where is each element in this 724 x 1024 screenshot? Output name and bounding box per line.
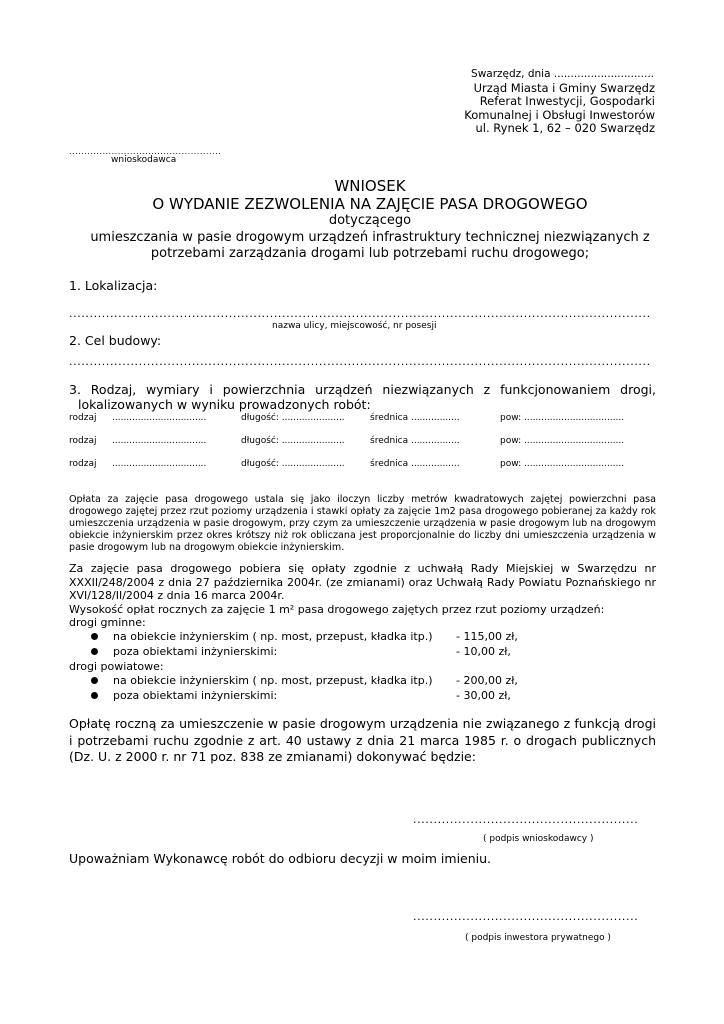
bullet-icon: [91, 633, 98, 640]
fee-item: [69, 689, 656, 704]
fee-rates: [69, 562, 656, 704]
investor-signature-line[interactable]: .......................................................: [413, 910, 639, 923]
authorization-statement: Upoważniam Wykonawcę robót do odbioru decyzji w moim imieniu.: [69, 851, 492, 866]
title-line-4: umieszczania w pasie drogowym urządzeń infrastruktury technicznej niezwiązanych z: [90, 229, 650, 245]
payment-declaration: Opłatę roczną za umieszczenie w pasie drogowym urządzenia nie związanego z funkcją drogi i potrzebami ruchu zgodnie z art. 40 ustawy z dnia 21 marca 1985 r. o drogach publicznych (Dz. U. z 2000 r. nr 71 poz. 838 ze zmianami) dokonywać będzie:: [69, 716, 656, 764]
fee-item: [69, 630, 656, 645]
office-department: Referat Inwestycji, Gospodarki: [479, 94, 655, 109]
section-1-label: 1. Lokalizacja:: [69, 278, 158, 293]
area-field[interactable]: pow: ...................................: [500, 459, 625, 469]
row-label: rodzaj: [69, 436, 97, 446]
applicant-signature-line[interactable]: .......................................................: [413, 813, 639, 826]
device-row: [69, 436, 669, 459]
section-2-label: 2. Cel budowy:: [69, 333, 162, 348]
applicant-signature-caption: ( podpis wnioskodawcy ): [483, 834, 594, 844]
type-field[interactable]: .................................: [112, 413, 207, 423]
applicant-label: wnioskodawca: [111, 155, 177, 165]
fee-item: [69, 674, 656, 689]
diameter-field[interactable]: średnica .................: [370, 413, 460, 423]
fee-item-amount: - 115,00 zł,: [456, 629, 518, 643]
recipient-header: [355, 68, 655, 136]
section-3-heading: [69, 382, 656, 412]
fee-item: [69, 645, 656, 660]
office-name: Urząd Miasta i Gminy Swarzędz: [473, 80, 655, 95]
section-3-line-1: 3. Rodzaj, wymiary i powierzchnia urządzeń niezwiązanych z funkcjonowaniem drogi,: [69, 382, 656, 397]
investor-signature-caption: ( podpis inwestora prywatnego ): [465, 933, 611, 943]
bullet-icon: [91, 648, 98, 655]
county-roads-label: drogi powiatowe:: [69, 659, 164, 673]
length-field[interactable]: długość: ......................: [241, 459, 345, 469]
fee-annual-label: Wysokość opłat rocznych za zajęcie 1 m² pasa drogowego zajętych przez rzut poziomy urządzeń:: [69, 602, 605, 616]
title-line-5: potrzebami zarządzania drogami lub potrzebami ruchu drogowego;: [150, 246, 590, 261]
diameter-field[interactable]: średnica .................: [370, 436, 460, 446]
fee-item-amount: - 200,00 zł,: [456, 673, 518, 687]
type-field[interactable]: .................................: [112, 436, 207, 446]
length-field[interactable]: długość: ......................: [241, 436, 345, 446]
device-row: [69, 413, 669, 436]
location-field[interactable]: ..............................................................................................................................................: [69, 307, 651, 320]
applicant-dots: ..................................................: [69, 147, 222, 156]
device-row: [69, 459, 669, 482]
section-3-line-2: lokalizowanych w wyniku prowadzonych robót:: [78, 397, 371, 412]
office-address: ul. Rynek 1, 62 – 020 Swarzędz: [475, 121, 655, 136]
fee-intro: Za zajęcie pasa drogowego pobiera się opłaty zgodnie z uchwałą Rady Miejskiej w Swarzędzu nr XXXII/248/2004 z dnia 27 października 2004r. (ze zmianami) oraz Uchwałą Rady Powiatu Poznańskiego nr XVI/128/II/2004 z dnia 16 marca 2004r.: [69, 562, 656, 603]
area-field[interactable]: pow: ...................................: [500, 436, 625, 446]
purpose-field[interactable]: ..............................................................................................................................................: [69, 355, 651, 368]
bullet-icon: [91, 692, 98, 699]
fee-calculation-note: Opłata za zajęcie pasa drogowego ustala się jako iloczyn liczby metrów kwadratowych zajętej powierzchni pasa drogowego zajętej przez rzut poziomy urządzenia i stawki opłaty za zajęcie 1m2 pasa drogowego pobieranej za każdy rok umieszczenia urządzenia w pasie drogowym, przy czym za umieszczenie urządzenia w pasie drogowym lub na drogowym obiekcie inżynierskim przez okres krótszy niż rok obliczana jest proporcjonalnie do liczby dni umieszczenia urządzenia w pasie drogowym lub na drogowym obiekcie inżynierskim.: [69, 494, 656, 554]
fee-item-text: poza obiektami inżynierskimi:: [113, 688, 278, 702]
municipal-roads-label: drogi gminne:: [69, 616, 146, 630]
row-label: rodzaj: [69, 459, 97, 469]
title-line-2: O WYDANIE ZEZWOLENIA NA ZAJĘCIE PASA DROGOWEGO: [152, 194, 588, 213]
office-department-cont: Komunalnej i Obsługi Inwestorów: [464, 107, 655, 122]
document-title: [50, 178, 690, 263]
area-field[interactable]: pow: ...................................: [500, 413, 625, 423]
fee-item-text: poza obiektami inżynierskimi:: [113, 644, 278, 658]
fee-item-text: na obiekcie inżynierskim ( np. most, przepust, kładka itp.): [113, 673, 433, 687]
date-line: Swarzędz, dnia ..............................: [471, 68, 654, 80]
title-line-3: dotyczącego: [328, 213, 412, 228]
fee-item-amount: - 30,00 zł,: [456, 688, 511, 702]
length-field[interactable]: długość: ......................: [241, 413, 345, 423]
location-caption: nazwa ulicy, miejscowość, nr posesji: [272, 321, 437, 331]
bullet-icon: [91, 677, 98, 684]
fee-item-text: na obiekcie inżynierskim ( np. most, przepust, kładka itp.): [113, 629, 433, 643]
row-label: rodzaj: [69, 413, 97, 423]
title-line-1: WNIOSEK: [334, 177, 406, 195]
diameter-field[interactable]: średnica .................: [370, 459, 460, 469]
fee-item-amount: - 10,00 zł,: [456, 644, 511, 658]
type-field[interactable]: .................................: [112, 459, 207, 469]
device-rows: [69, 413, 669, 482]
